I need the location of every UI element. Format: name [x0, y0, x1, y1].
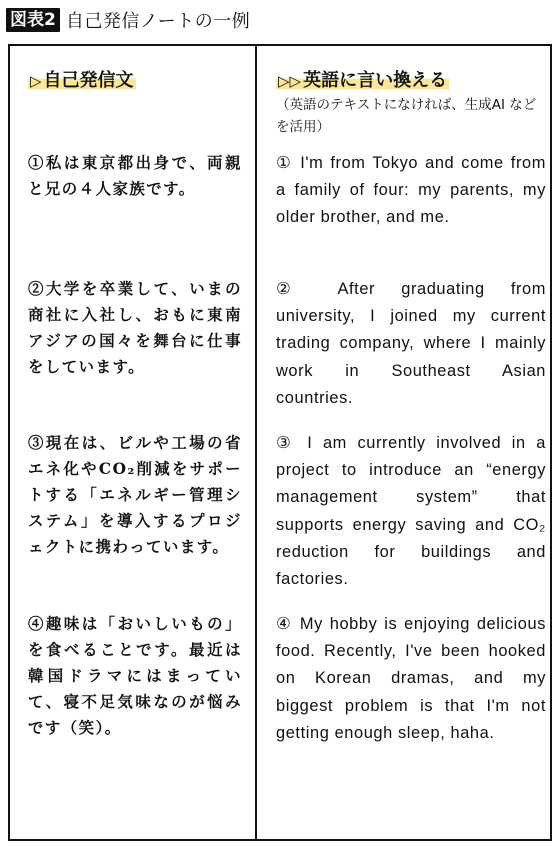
left-column-heading: [28, 68, 136, 94]
left-heading-highlight: [28, 70, 136, 91]
left-heading-text: 自己発信文: [43, 70, 134, 91]
japanese-sentence-1: ①私は東京都出身で、両親と兄の４人家族です。: [28, 154, 242, 198]
right-heading-text: 英語に言い換える: [303, 70, 448, 91]
comparison-table: [8, 44, 552, 841]
double-triangle-icon: ▷▷: [278, 72, 302, 90]
english-sentence-4: ④ My hobby is enjoying delicious food. Recently, I've been hooked on Korean dramas, and my biggest problem is that I'm not getting enough sleep, haha.: [276, 615, 546, 742]
japanese-sentence-3: ③現在は、ビルや工場の省エネ化やCO₂削減をサポートする「エネルギー管理システム」を導入するプロジェクトに携わっています。: [28, 434, 242, 556]
english-sentence-3: ③ I am currently involved in a project to introduce an “energy management system” that supports energy saving and CO₂ reduction for buildings and factories.: [276, 434, 546, 589]
column-divider: [255, 46, 257, 839]
right-column-note: （英語のテキストになければ、生成AI などを活用）: [276, 97, 537, 135]
figure-label: 図表2: [6, 8, 60, 32]
japanese-sentence-2: ②大学を卒業して、いまの商社に入社し、おもに東南アジアの国々を舞台に仕事をしています。: [28, 280, 242, 376]
triangle-icon: ▷: [30, 72, 42, 90]
english-sentence-1: ① I'm from Tokyo and come from a family of four: my parents, my older brother, and me.: [276, 154, 546, 227]
right-heading-highlight: [276, 70, 449, 91]
english-sentence-2: ② After graduating from university, I joined my current trading company, where I mainly work in Southeast Asian countries.: [276, 280, 546, 407]
japanese-sentence-4: ④趣味は「おいしいもの」を食べることです。最近は韓国ドラマにはまっていて、寝不足気味なのが悩みです（笑）。: [28, 615, 242, 737]
figure-header: [6, 6, 250, 34]
right-column-heading: [276, 68, 449, 94]
figure-title: 自己発信ノートの一例: [65, 11, 251, 32]
